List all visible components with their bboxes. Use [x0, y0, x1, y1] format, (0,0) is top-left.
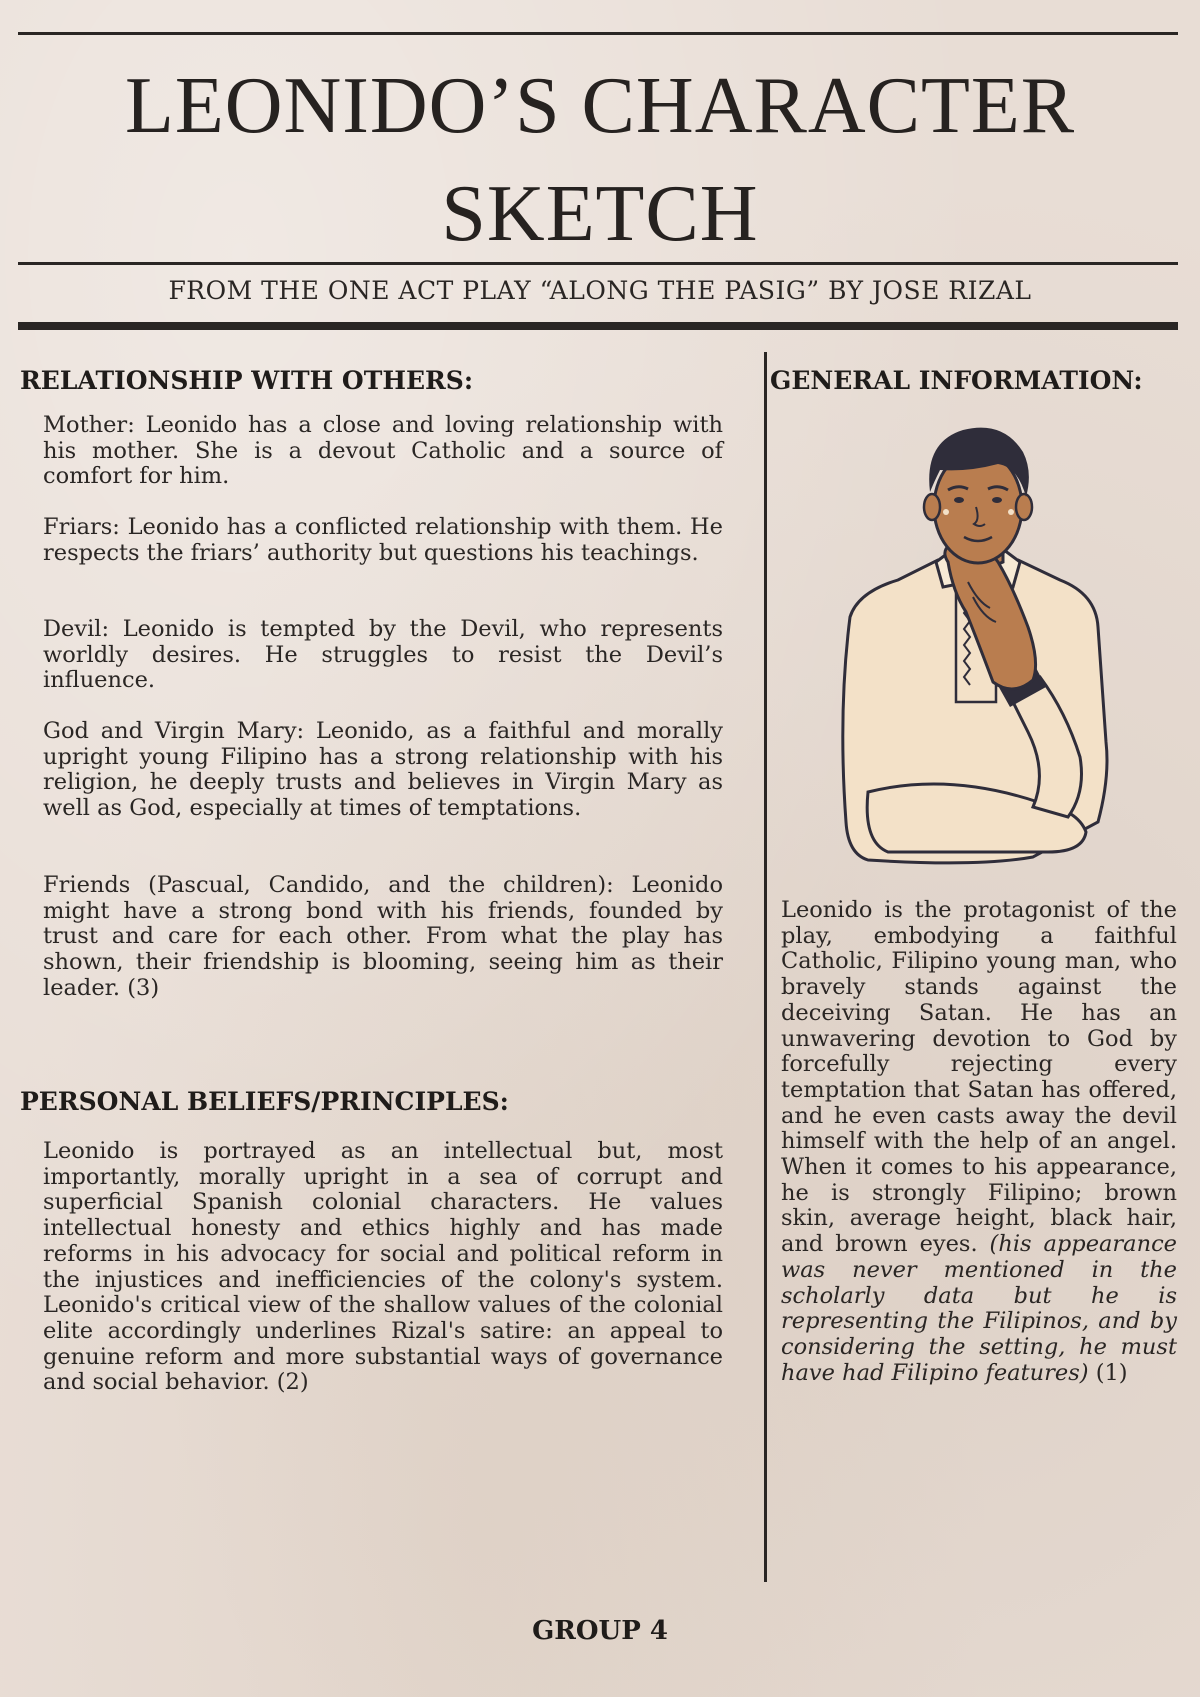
- eye-right: [992, 497, 1002, 503]
- general-info-italic-note: (his appearance was never mentioned in the scholarly data but he is representing the Filipinos, and by considering the setting, he must have had Filipino features): [781, 1231, 1177, 1386]
- subtitle: FROM THE ONE ACT PLAY “ALONG THE PASIG” BY JOSE RIZAL: [168, 276, 1032, 305]
- relationship-friars: Friars: Leonido has a conflicted relationship with them. He respects the friars’ authority but questions his teachings.: [43, 514, 723, 566]
- ear-left: [924, 494, 940, 520]
- relationship-friends: Friends (Pascual, Candido, and the children): Leonido might have a strong bond with his friends, founded by trust and care for each other. From what the play has shown, their friendship is blooming, seeing him as their leader. (3): [43, 872, 723, 1001]
- column-divider: [764, 352, 767, 1582]
- general-info-text: [781, 898, 1177, 1386]
- leonido-portrait-illustration: [828, 412, 1128, 872]
- beliefs-text: Leonido is portrayed as an intellectual but, most importantly, morally upright in a sea of corrupt and superficial Spanish colonial characters. He values intellectual honesty and ethics highly and has made reforms in his advocacy for social and political reform in the injustices and inefficiencies of the colony's system. Leonido's critical view of the shallow values of the colonial elite accordingly underlines Rizal's satire: an appeal to genuine reform and more substantial ways of governance and social behavior. (2): [43, 1138, 723, 1396]
- relationship-god-virgin-mary: God and Virgin Mary: Leonido, as a faithful and morally upright young Filipino has a strong relationship with his religion, he deeply trusts and believes in Virgin Mary as well as God, especially at times of temptations.: [43, 718, 723, 822]
- general-info-citation: (1): [1095, 1359, 1128, 1386]
- cheek-highlight-right: [1008, 509, 1014, 515]
- cheek-highlight-left: [943, 509, 949, 515]
- eye-left: [954, 497, 964, 503]
- group-label: GROUP 4: [532, 1616, 668, 1646]
- title-line-1: LEONIDO’S CHARACTER: [124, 62, 1076, 150]
- title-line-2: SKETCH: [441, 170, 759, 258]
- ear-right: [1016, 494, 1032, 520]
- page-title: [0, 52, 1200, 268]
- header-thick-rule: [18, 322, 1178, 330]
- relationship-devil: Devil: Leonido is tempted by the Devil, who represents worldly desires. He struggles to resist the Devil’s influence.: [43, 616, 723, 694]
- beliefs-heading: PERSONAL BELIEFS/PRINCIPLES:: [20, 1087, 509, 1116]
- title-underline-rule: [18, 262, 1178, 265]
- general-info-body: Leonido is the protagonist of the play, embodying a faithful Catholic, Filipino young man, who bravely stands against the deceiving Satan. He has an unwavering devotion to God by forcefully rejecting every temptation that Satan has offered, and he even casts away the devil himself with the help of an angel. When it comes to his appearance, he is strongly Filipino; brown skin, average height, black hair, and brown eyes.: [781, 897, 1177, 1258]
- general-info-heading: GENERAL INFORMATION:: [770, 366, 1143, 395]
- relationships-heading: RELATIONSHIP WITH OTHERS:: [20, 366, 474, 395]
- relationship-mother: Mother: Leonido has a close and loving relationship with his mother. She is a devout Catholic and a source of comfort for him.: [43, 412, 723, 490]
- top-rule: [18, 32, 1178, 35]
